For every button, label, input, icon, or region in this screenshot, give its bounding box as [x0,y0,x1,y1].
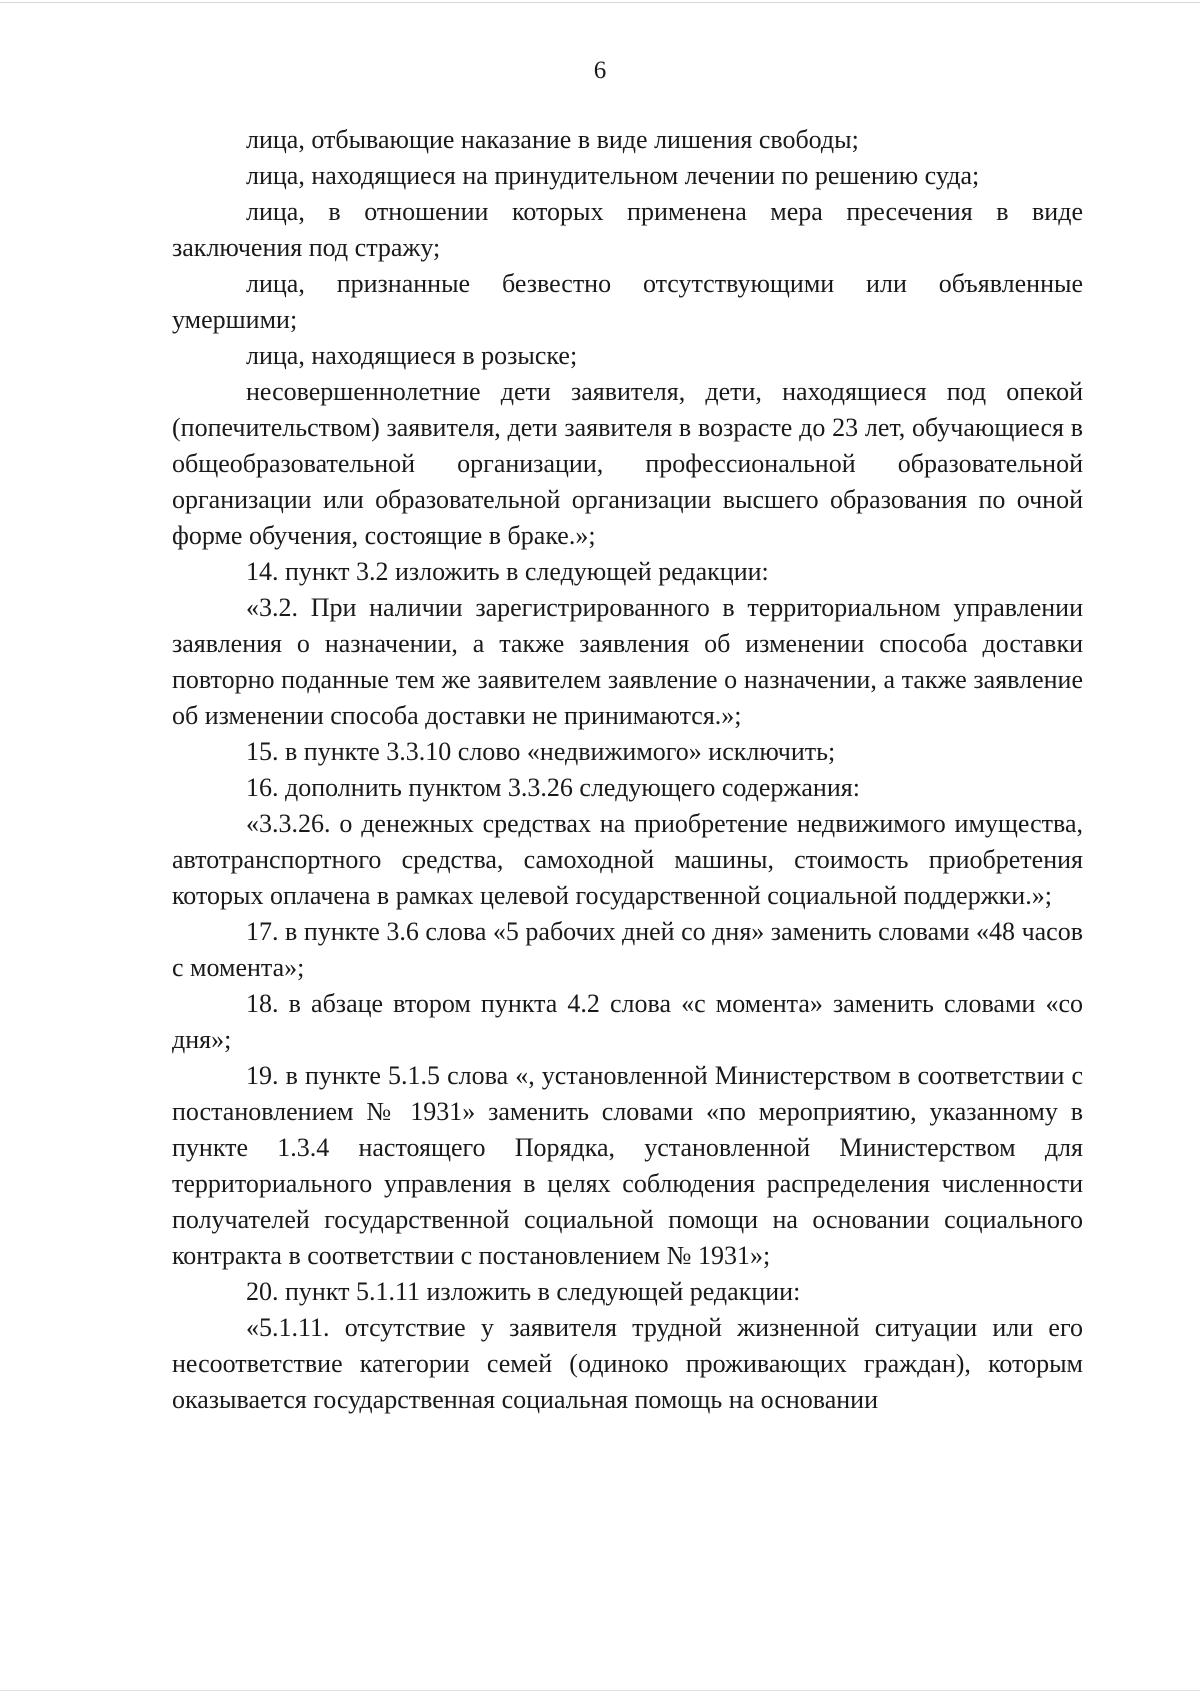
paragraph: «5.1.11. отсутствие у заявителя трудной жизненной ситуации или его несоответствие категории семей (одиноко проживающих граждан), которым оказывается государственная социальная помощь на основании [172,1313,1083,1414]
scan-edge-top [0,2,1200,3]
paragraph: лица, признанные безвестно отсутствующими или объявленные умершими; [172,269,1083,334]
paragraph-item-16: 16. дополнить пунктом 3.3.26 следующего содержания: [246,773,860,802]
scan-edge-bottom [0,1690,1200,1691]
paragraph-item-17: 17. в пункте 3.6 слова «5 рабочих дней со дня» заменить словами «48 часов с момента»; [172,917,1083,982]
paragraph-item-15: 15. в пункте 3.3.10 слово «недвижимого» исключить; [246,737,836,766]
paragraph: «3.2. При наличии зарегистрированного в территориальном управлении заявления о назначении, а также заявления об изменении способа доставки повторно поданные тем же заявителем заявление о назначении, а также заявление об изменении способа доставки не принимаются.»; [172,593,1083,730]
paragraph: лица, отбывающие наказание в виде лишения свободы; [246,125,859,154]
paragraph-item-14: 14. пункт 3.2 изложить в следующей редакции: [246,557,769,586]
paragraph: лица, в отношении которых применена мера пресечения в виде заключения под стражу; [172,197,1083,262]
paragraph-item-18: 18. в абзаце втором пункта 4.2 слова «с момента» заменить словами «со дня»; [172,989,1083,1054]
paragraph-item-20: 20. пункт 5.1.11 изложить в следующей редакции: [246,1277,801,1306]
paragraph: «3.3.26. о денежных средствах на приобретение недвижимого имущества, автотранспортного средства, самоходной машины, стоимость приобретения которых оплачена в рамках целевой государственной социальной поддержки.»; [172,809,1083,910]
paragraph: лица, находящиеся в розыске; [246,341,578,370]
paragraph-item-19: 19. в пункте 5.1.5 слова «, установленной Министерством в соответствии с постановлением № 1931» заменить словами «по мероприятию, указанному в пункте 1.3.4 настоящего Порядка, установленной Министерством для территориального управления в целях соблюдения распределения численности получателей государственной социальной помощи на основании социального контракта в соответствии с постановлением № 1931»; [172,1061,1083,1270]
document-body [172,122,1083,1418]
paragraph: несовершеннолетние дети заявителя, дети, находящиеся под опекой (попечительством) заявителя, дети заявителя в возрасте до 23 лет, обучающиеся в общеобразовательной организации, профессиональной образовательной организации или образовательной организации высшего образования по очной форме обучения, состоящие в браке.»; [172,377,1083,550]
paragraph: лица, находящиеся на принудительном лечении по решению суда; [246,161,980,190]
page-number: 6 [593,57,607,84]
